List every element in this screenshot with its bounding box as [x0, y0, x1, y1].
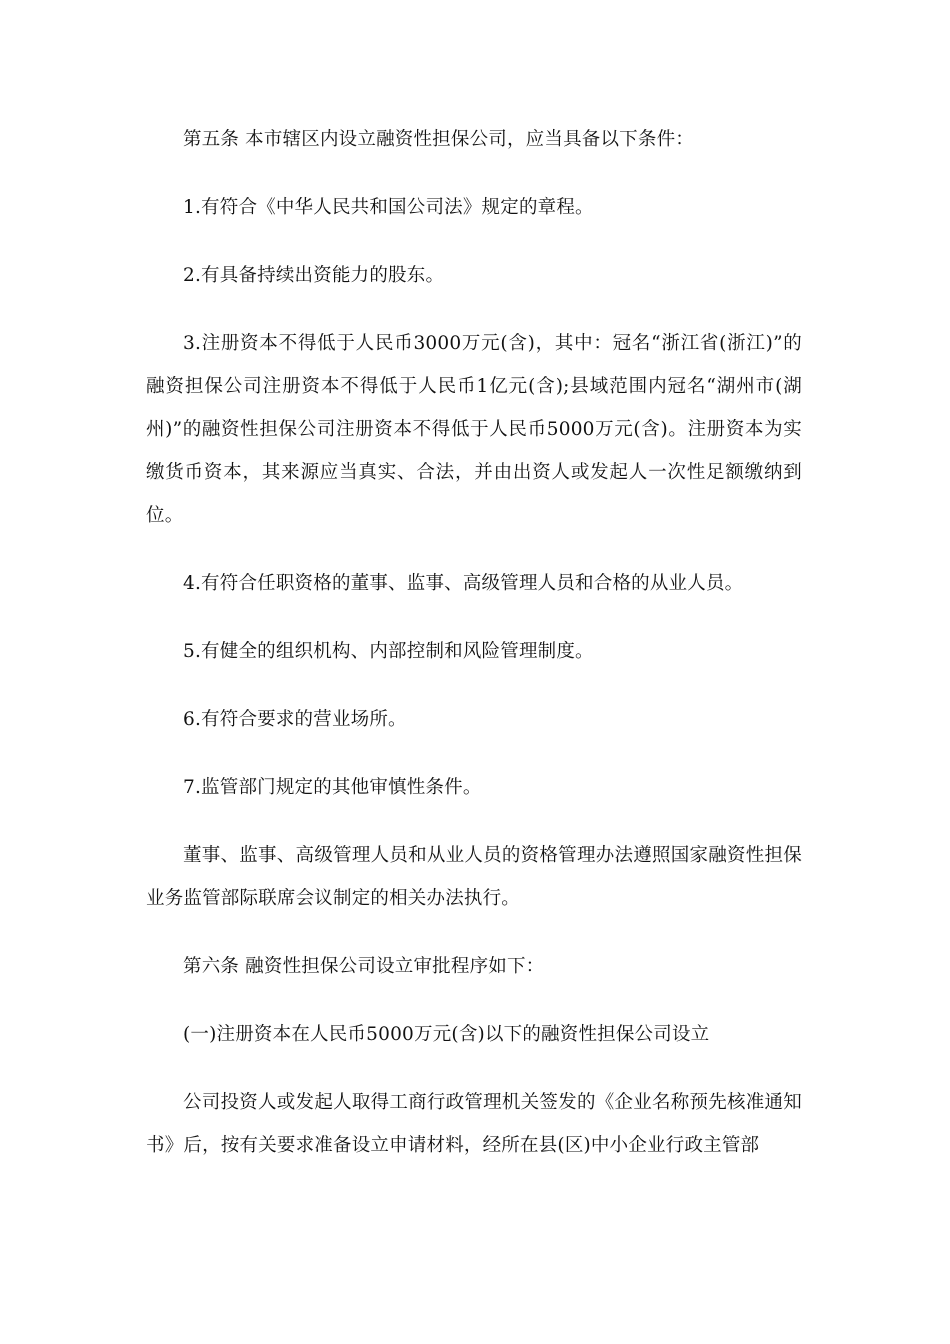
condition-1: 1.有符合《中华人民共和国公司法》规定的章程。 — [183, 197, 594, 218]
article-5-heading: 第五条 本市辖区内设立融资性担保公司，应当具备以下条件： — [183, 129, 694, 150]
condition-5: 5.有健全的组织机构、内部控制和风险管理制度。 — [183, 641, 594, 662]
condition-7: 7.监管部门规定的其他审慎性条件。 — [183, 777, 482, 798]
section-1-heading: (一)注册资本在人民币5000万元(含)以下的融资性担保公司设立 — [183, 1024, 710, 1045]
qualification-note: 董事、监事、高级管理人员和从业人员的资格管理办法遵照国家融资性担保业务监管部际联席会议制定的相关办法执行。 — [146, 845, 802, 909]
condition-6: 6.有符合要求的营业场所。 — [183, 709, 407, 730]
document-body — [146, 118, 802, 1192]
condition-4: 4.有符合任职资格的董事、监事、高级管理人员和合格的从业人员。 — [183, 573, 744, 594]
section-1-body: 公司投资人或发起人取得工商行政管理机关签发的《企业名称预先核准通知书》后，按有关要求准备设立申请材料，经所在县(区)中小企业行政主管部 — [146, 1092, 802, 1156]
condition-3: 3.注册资本不得低于人民币3000万元(含)，其中：冠名“浙江省(浙江)”的融资担保公司注册资本不得低于人民币1亿元(含);县域范围内冠名“湖州市(湖州)”的融资性担保公司注册资本不得低于人民币5000万元(含)。注册资本为实缴货币资本，其来源应当真实、合法，并由出资人或发起人一次性足额缴纳到位。 — [146, 333, 802, 526]
article-6-heading: 第六条 融资性担保公司设立审批程序如下： — [183, 956, 545, 977]
condition-2: 2.有具备持续出资能力的股东。 — [183, 265, 445, 286]
